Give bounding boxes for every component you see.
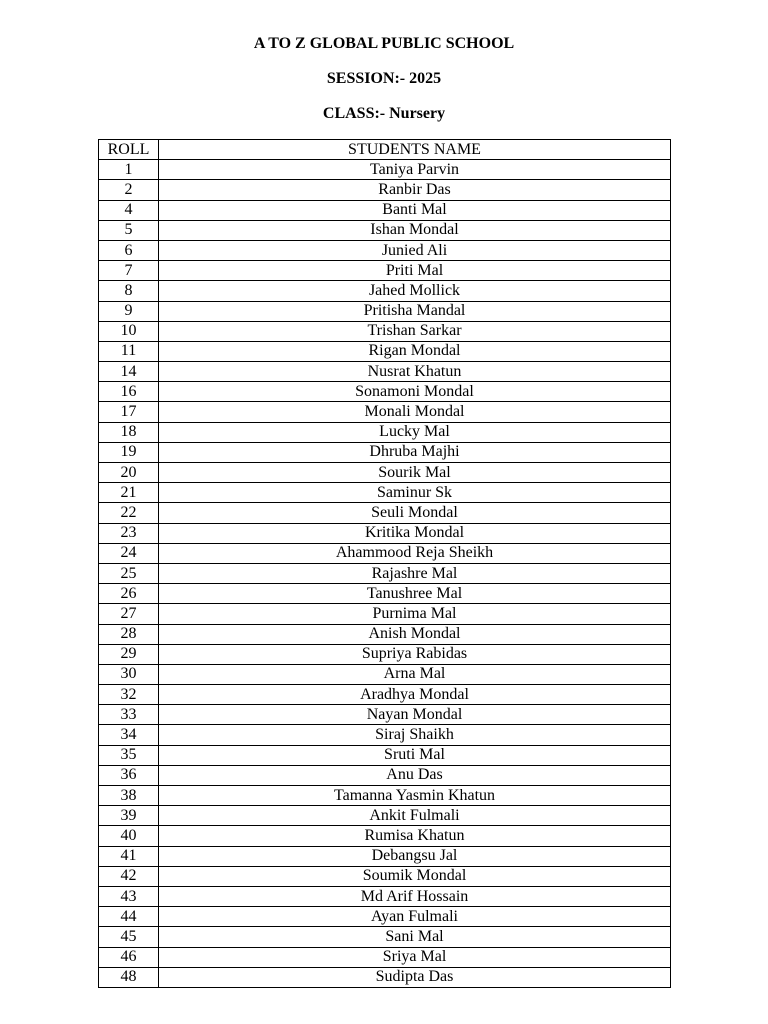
table-row bbox=[99, 584, 671, 604]
roll-cell: 48 bbox=[99, 967, 159, 987]
student-name-cell: Banti Mal bbox=[159, 200, 671, 220]
table-row bbox=[99, 442, 671, 462]
table-row bbox=[99, 483, 671, 503]
roll-cell: 35 bbox=[99, 745, 159, 765]
student-name-cell: Soumik Mondal bbox=[159, 866, 671, 886]
table-row bbox=[99, 745, 671, 765]
roll-cell: 40 bbox=[99, 826, 159, 846]
roll-cell: 43 bbox=[99, 886, 159, 906]
table-row bbox=[99, 866, 671, 886]
roll-cell: 30 bbox=[99, 664, 159, 684]
roll-cell: 16 bbox=[99, 382, 159, 402]
student-name-cell: Nayan Mondal bbox=[159, 705, 671, 725]
table-row bbox=[99, 786, 671, 806]
student-name-cell: Lucky Mal bbox=[159, 422, 671, 442]
roll-cell: 24 bbox=[99, 543, 159, 563]
table-row bbox=[99, 402, 671, 422]
table-row bbox=[99, 240, 671, 260]
student-name-cell: Sonamoni Mondal bbox=[159, 382, 671, 402]
student-name-cell: Priti Mal bbox=[159, 261, 671, 281]
student-name-cell: Sourik Mal bbox=[159, 463, 671, 483]
table-row bbox=[99, 725, 671, 745]
table-row bbox=[99, 200, 671, 220]
roll-cell: 18 bbox=[99, 422, 159, 442]
student-name-cell: Aradhya Mondal bbox=[159, 685, 671, 705]
column-header-student-name: STUDENTS NAME bbox=[159, 140, 671, 160]
student-name-cell: Seuli Mondal bbox=[159, 503, 671, 523]
student-name-cell: Nusrat Khatun bbox=[159, 362, 671, 382]
student-name-cell: Anish Mondal bbox=[159, 624, 671, 644]
student-name-cell: Trishan Sarkar bbox=[159, 321, 671, 341]
roll-cell: 34 bbox=[99, 725, 159, 745]
roll-cell: 10 bbox=[99, 321, 159, 341]
table-row bbox=[99, 705, 671, 725]
roll-cell: 2 bbox=[99, 180, 159, 200]
table-row bbox=[99, 604, 671, 624]
roll-cell: 26 bbox=[99, 584, 159, 604]
student-name-cell: Pritisha Mandal bbox=[159, 301, 671, 321]
student-name-cell: Junied Ali bbox=[159, 240, 671, 260]
student-name-cell: Siraj Shaikh bbox=[159, 725, 671, 745]
table-row bbox=[99, 463, 671, 483]
student-name-cell: Sruti Mal bbox=[159, 745, 671, 765]
table-row bbox=[99, 281, 671, 301]
roll-cell: 36 bbox=[99, 765, 159, 785]
column-header-roll: ROLL bbox=[99, 140, 159, 160]
table-body bbox=[99, 160, 671, 988]
roll-cell: 39 bbox=[99, 806, 159, 826]
table-row bbox=[99, 160, 671, 180]
table-row bbox=[99, 301, 671, 321]
table-row bbox=[99, 907, 671, 927]
table-row bbox=[99, 422, 671, 442]
roll-cell: 5 bbox=[99, 220, 159, 240]
student-name-cell: Rumisa Khatun bbox=[159, 826, 671, 846]
student-name-cell: Purnima Mal bbox=[159, 604, 671, 624]
student-name-cell: Ahammood Reja Sheikh bbox=[159, 543, 671, 563]
table-row bbox=[99, 886, 671, 906]
table-row bbox=[99, 967, 671, 987]
table-row bbox=[99, 362, 671, 382]
student-name-cell: Supriya Rabidas bbox=[159, 644, 671, 664]
roll-cell: 25 bbox=[99, 563, 159, 583]
roll-cell: 22 bbox=[99, 503, 159, 523]
student-name-cell: Jahed Mollick bbox=[159, 281, 671, 301]
student-name-cell: Tamanna Yasmin Khatun bbox=[159, 786, 671, 806]
student-name-cell: Ranbir Das bbox=[159, 180, 671, 200]
roll-cell: 32 bbox=[99, 685, 159, 705]
table-row bbox=[99, 644, 671, 664]
roll-cell: 9 bbox=[99, 301, 159, 321]
student-name-cell: Dhruba Majhi bbox=[159, 442, 671, 462]
roll-cell: 33 bbox=[99, 705, 159, 725]
roll-cell: 20 bbox=[99, 463, 159, 483]
student-roster-table bbox=[98, 139, 671, 988]
student-name-cell: Tanushree Mal bbox=[159, 584, 671, 604]
table-row bbox=[99, 563, 671, 583]
roll-cell: 7 bbox=[99, 261, 159, 281]
table-header-row bbox=[99, 140, 671, 160]
table-row bbox=[99, 846, 671, 866]
table-row bbox=[99, 220, 671, 240]
student-name-cell: Sani Mal bbox=[159, 927, 671, 947]
student-name-cell: Ankit Fulmali bbox=[159, 806, 671, 826]
roll-cell: 19 bbox=[99, 442, 159, 462]
roll-cell: 42 bbox=[99, 866, 159, 886]
student-name-cell: Sriya Mal bbox=[159, 947, 671, 967]
roll-cell: 8 bbox=[99, 281, 159, 301]
roll-cell: 29 bbox=[99, 644, 159, 664]
school-title: A TO Z GLOBAL PUBLIC SCHOOL bbox=[253, 35, 515, 52]
table-row bbox=[99, 261, 671, 281]
table-row bbox=[99, 341, 671, 361]
roll-cell: 11 bbox=[99, 341, 159, 361]
student-name-cell: Taniya Parvin bbox=[159, 160, 671, 180]
student-name-cell: Saminur Sk bbox=[159, 483, 671, 503]
table-row bbox=[99, 382, 671, 402]
roll-cell: 4 bbox=[99, 200, 159, 220]
table-row bbox=[99, 543, 671, 563]
table-row bbox=[99, 806, 671, 826]
session-heading: SESSION:- 2025 bbox=[326, 70, 442, 87]
roll-cell: 17 bbox=[99, 402, 159, 422]
student-name-cell: Kritika Mondal bbox=[159, 523, 671, 543]
table-row bbox=[99, 664, 671, 684]
roll-cell: 27 bbox=[99, 604, 159, 624]
table-row bbox=[99, 947, 671, 967]
student-name-cell: Anu Das bbox=[159, 765, 671, 785]
table-row bbox=[99, 685, 671, 705]
table-row bbox=[99, 826, 671, 846]
roll-cell: 23 bbox=[99, 523, 159, 543]
student-name-cell: Rajashre Mal bbox=[159, 563, 671, 583]
table-row bbox=[99, 503, 671, 523]
table-row bbox=[99, 523, 671, 543]
student-name-cell: Monali Mondal bbox=[159, 402, 671, 422]
roll-cell: 45 bbox=[99, 927, 159, 947]
table-row bbox=[99, 624, 671, 644]
student-name-cell: Arna Mal bbox=[159, 664, 671, 684]
student-name-cell: Ayan Fulmali bbox=[159, 907, 671, 927]
roll-cell: 41 bbox=[99, 846, 159, 866]
roll-cell: 21 bbox=[99, 483, 159, 503]
student-name-cell: Rigan Mondal bbox=[159, 341, 671, 361]
student-name-cell: Md Arif Hossain bbox=[159, 886, 671, 906]
roll-cell: 46 bbox=[99, 947, 159, 967]
roll-cell: 38 bbox=[99, 786, 159, 806]
roll-cell: 1 bbox=[99, 160, 159, 180]
student-name-cell: Debangsu Jal bbox=[159, 846, 671, 866]
class-heading: CLASS:- Nursery bbox=[322, 105, 446, 122]
table-row bbox=[99, 927, 671, 947]
roll-cell: 44 bbox=[99, 907, 159, 927]
roll-cell: 28 bbox=[99, 624, 159, 644]
table-row bbox=[99, 180, 671, 200]
roll-cell: 6 bbox=[99, 240, 159, 260]
table-row bbox=[99, 765, 671, 785]
table-row bbox=[99, 321, 671, 341]
student-name-cell: Sudipta Das bbox=[159, 967, 671, 987]
student-name-cell: Ishan Mondal bbox=[159, 220, 671, 240]
roll-cell: 14 bbox=[99, 362, 159, 382]
